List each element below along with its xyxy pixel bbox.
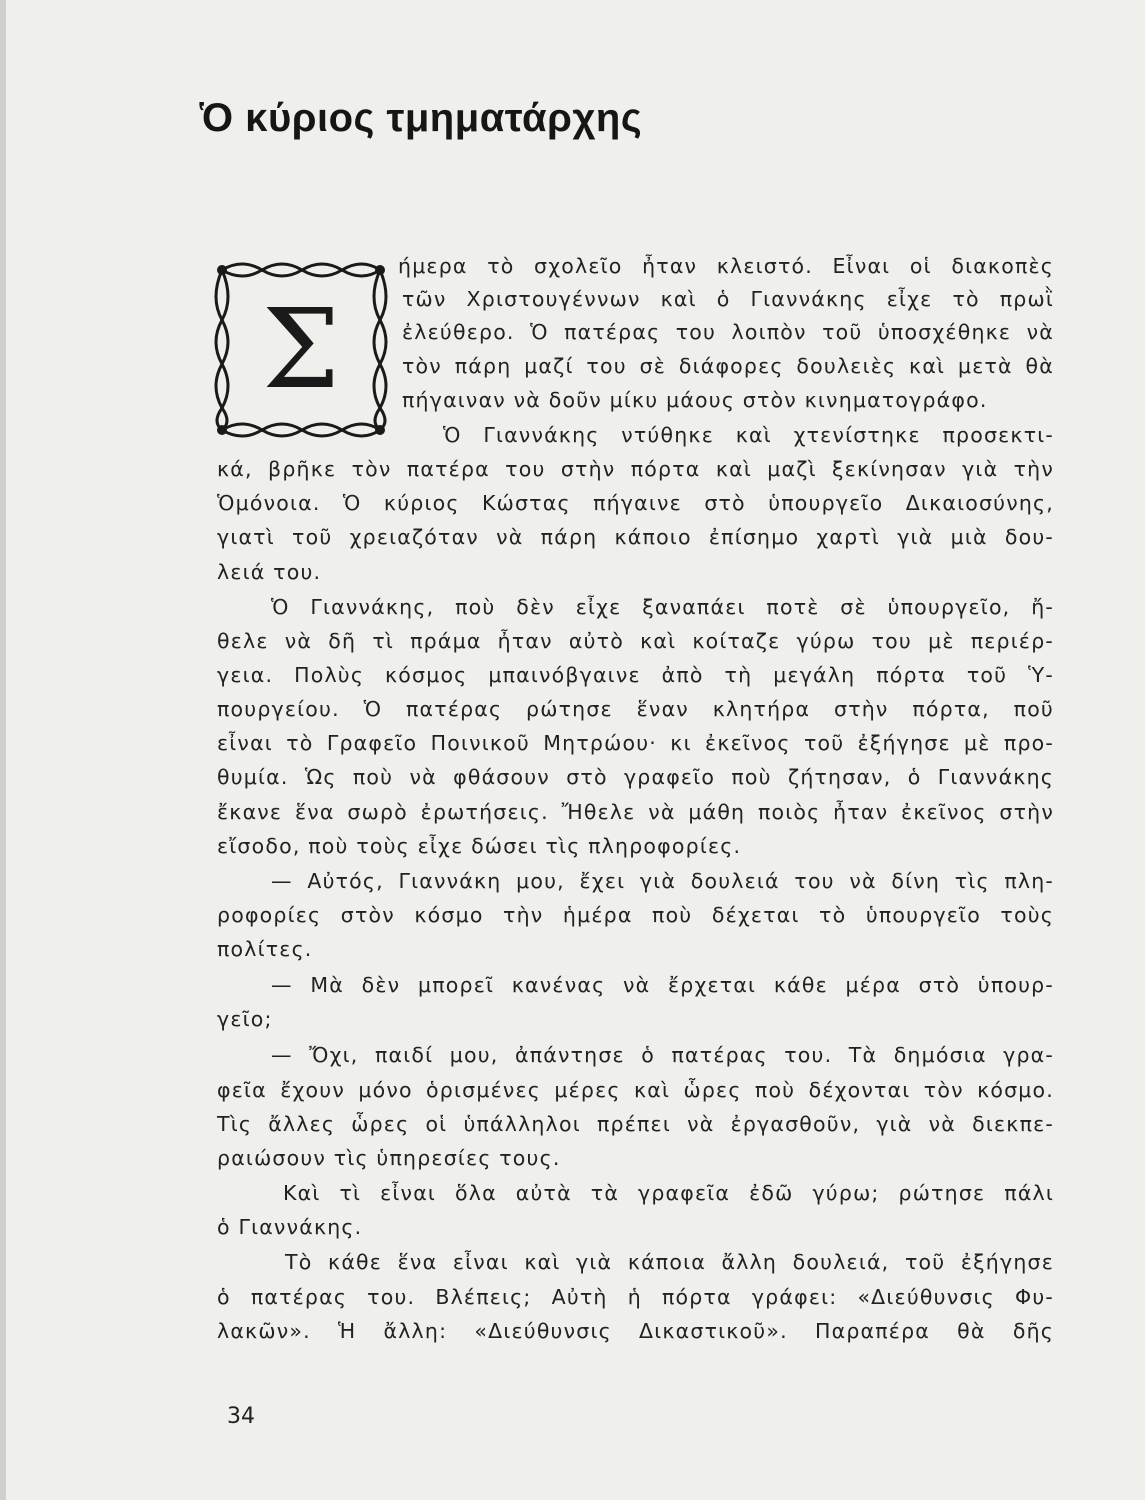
- chapter-title: Ὁ κύριος τμηματάρχης: [200, 96, 643, 140]
- text-line: λειά του.: [217, 560, 322, 584]
- text-line: ροφορίες στὸν κόσμο τὴν ἡμέρα ποὺ δέχεται τὸ ὑπουργεῖο τοὺς: [217, 903, 1054, 927]
- page-edge: [0, 0, 6, 1500]
- text-line: εἶναι τὸ Γραφεῖο Ποινικοῦ Μητρώου· κι ἐκεῖνος τοῦ ἐξήγησε μὲ προ-: [217, 731, 1054, 755]
- text-line: ἔκανε ἕνα σωρὸ ἐρωτήσεις. Ἤθελε νὰ μάθη ποιὸς ἦταν ἐκεῖνος στὴν: [217, 800, 1054, 824]
- page-number: 34: [227, 1404, 255, 1429]
- text-line: γεια. Πολὺς κόσμος μπαινόβγαινε ἀπὸ τὴ μεγάλη πόρτα τοῦ Ὑ-: [217, 663, 1054, 687]
- text-line: — Αὐτός, Γιαννάκη μου, ἔχει γιὰ δουλειά του νὰ δίνη τὶς πλη-: [271, 869, 1054, 893]
- text-line: κά, βρῆκε τὸν πατέρα του στὴν πόρτα καὶ μαζὶ ξεκίνησαν γιὰ τὴν: [217, 457, 1054, 481]
- text-line: Ὁ Γιαννάκης ντύθηκε καὶ χτενίστηκε προσεκτι-: [443, 423, 1054, 447]
- text-line: λακῶν». Ἡ ἄλλη: «Διεύθυνσις Δικαστικοῦ». Παραπέρα θὰ δῆς: [217, 1319, 1054, 1343]
- text-line: εἴσοδο, ποὺ τοὺς εἶχε δώσει τὶς πληροφορίες.: [217, 834, 742, 858]
- text-line: γεῖο;: [217, 1007, 273, 1031]
- text-line: Καὶ τὶ εἶναι ὅλα αὐτὰ τὰ γραφεῖα ἐδῶ γύρω; ρώτησε πάλι: [283, 1181, 1054, 1205]
- text-line: — Μὰ δὲν μπορεῖ κανένας νὰ ἔρχεται κάθε μέρα στὸ ὑπουρ-: [271, 973, 1054, 997]
- text-line: τὸν πάρη μαζί του σὲ διάφορες δουλειὲς καὶ μετὰ θὰ: [402, 354, 1054, 378]
- text-line: τῶν Χριστουγέννων καὶ ὁ Γιαννάκης εἶχε τὸ πρωῒ: [402, 287, 1054, 311]
- text-line: πουργείου. Ὁ πατέρας ρώτησε ἕναν κλητήρα στὴν πόρτα, ποῦ: [217, 697, 1054, 721]
- text-line: ραιώσουν τὶς ὑπηρεσίες τους.: [217, 1146, 561, 1170]
- text-line: Τὸ κάθε ἕνα εἶναι καὶ γιὰ κάποια ἄλλη δουλειά, τοῦ ἐξήγησε: [285, 1250, 1054, 1274]
- text-line: Τὶς ἄλλες ὧρες οἱ ὑπάλληλοι πρέπει νὰ ἐργασθοῦν, γιὰ νὰ διεκπε-: [217, 1112, 1054, 1136]
- drop-cap-letter: Σ: [262, 285, 340, 413]
- text-line: φεῖα ἔχουν μόνο ὁρισμένες μέρες καὶ ὧρες ποὺ δέχονται τὸν κόσμο.: [217, 1078, 1054, 1102]
- text-line: ἐλεύθερο. Ὁ πατέρας του λοιπὸν τοῦ ὑποσχέθηκε νὰ: [402, 320, 1054, 344]
- text-line: ὁ Γιαννάκης.: [217, 1215, 363, 1239]
- text-line: ήμερα τὸ σχολεῖο ἦταν κλειστό. Εἶναι οἱ διακοπὲς: [398, 254, 1054, 278]
- decorated-initial: [214, 258, 388, 440]
- text-line: θελε νὰ δῆ τὶ πράμα ἦταν αὐτὸ καὶ κοίταζε γύρω του μὲ περιέρ-: [217, 629, 1054, 653]
- text-line: γιατὶ τοῦ χρειαζόταν νὰ πάρη κάποιο ἐπίσημο χαρτὶ γιὰ μιὰ δου-: [217, 525, 1054, 549]
- text-line: πολίτες.: [217, 937, 313, 961]
- text-line: Ὁ Γιαννάκης, ποὺ δὲν εἶχε ξαναπάει ποτὲ σὲ ὑπουργεῖο, ἤ-: [271, 595, 1054, 619]
- text-line: θυμία. Ὡς ποὺ νὰ φθάσουν στὸ γραφεῖο ποὺ ζήτησαν, ὁ Γιαννάκης: [217, 765, 1054, 789]
- text-line: Ὁμόνοια. Ὁ κύριος Κώστας πήγαινε στὸ ὑπουργεῖο Δικαιοσύνης,: [217, 491, 1054, 515]
- text-line: — Ὄχι, παιδί μου, ἀπάντησε ὁ πατέρας του. Τὰ δημόσια γρα-: [271, 1043, 1054, 1067]
- text-line: ὁ πατέρας του. Βλέπεις; Αὐτὴ ἡ πόρτα γράφει: «Διεύθυνσις Φυ-: [217, 1285, 1054, 1309]
- text-line: πήγαιναν νὰ δοῦν μίκυ μάους στὸν κινηματογράφο.: [402, 388, 988, 412]
